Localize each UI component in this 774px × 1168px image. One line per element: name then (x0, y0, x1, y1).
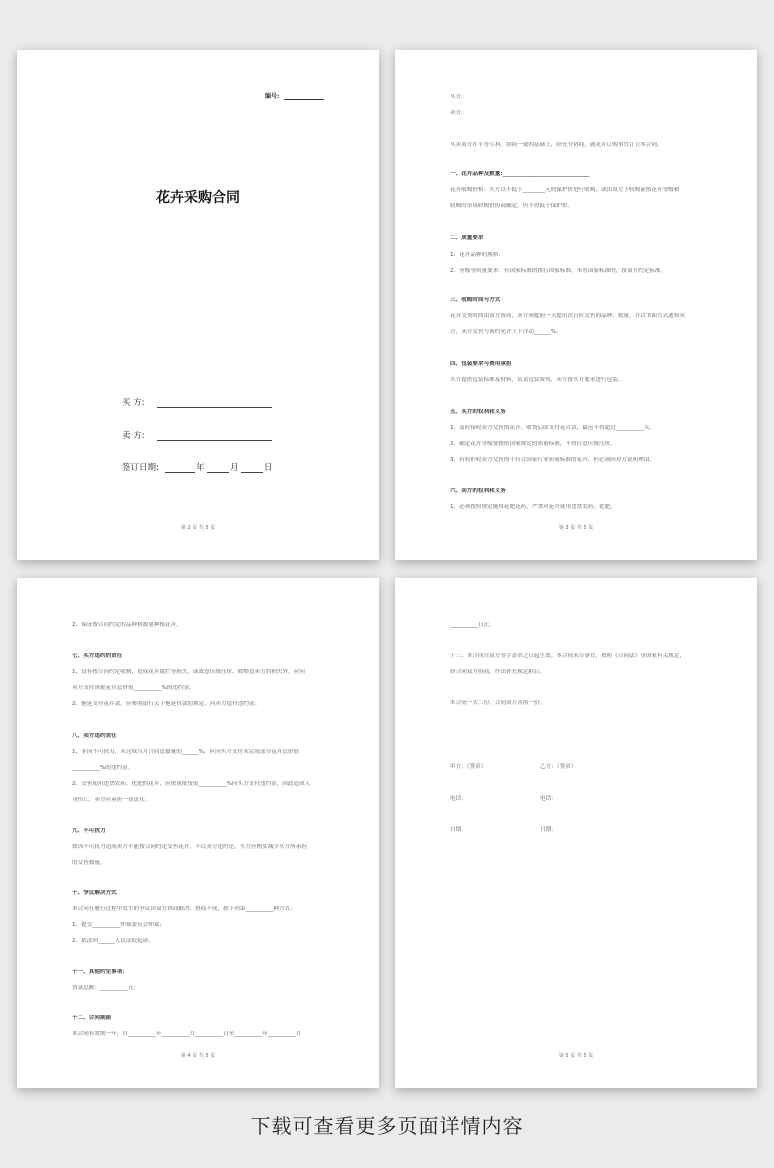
party-a-signature: 甲方：（签章） (450, 764, 487, 770)
contract-text-line: 2、等级等质量要求：有国家标准的执行国家标准，未有国家标准的，按双方约定标准。 (450, 268, 667, 274)
party-b-signature: 乙方：（签章） (540, 764, 577, 770)
section-heading: 四、包装要求与费用承担 (450, 361, 512, 367)
contract-page-2 (395, 50, 757, 560)
contract-page-cover (17, 50, 379, 560)
contract-text-line: 十三、本合同自双方签字盖章之日起生效。本合同未尽事宜，按照《合同法》等国家有关规定， (450, 653, 685, 659)
contract-title: 花卉采购合同 (156, 190, 240, 206)
contract-text-line: 经合同双方协商，作出补充规定附后。 (450, 669, 546, 675)
contract-text-line: 买方: (450, 94, 464, 100)
contract-page-4 (395, 578, 757, 1088)
sign-date-label: 签订日期: (122, 463, 159, 473)
party-a-phone: 电话： (450, 796, 467, 802)
month-label: 月 (230, 463, 239, 473)
contract-text-line: 如因不可抗力造成卖方不能按合同约定交售花卉，不以卖方违约论，买方应酌实减少买方所承担 (72, 844, 307, 850)
contract-text-line: 3、有权拒收卖方交售的不符合国家行业质量标准的花卉，但必须向对方说明理由。 (450, 457, 655, 463)
party-b-date: 日期： (540, 827, 557, 833)
contract-text-line: 1、没有按合同约定收购，造成花卉腐烂等损失，或故意压级压价，除赔偿卖方的损失外，应向 (72, 669, 305, 675)
seller-label: 卖 方: (122, 431, 145, 441)
contract-text-line: 身伤亡，卖方应承担一切责任。 (72, 797, 151, 803)
contract-page-3 (17, 578, 379, 1088)
contract-number-line (284, 99, 324, 100)
contract-text-line: 收购时市场收购价协商确定，但不得低于保护价。 (450, 203, 574, 209)
contract-text-line: 货款总额：__________元： (72, 985, 140, 991)
buyer-line (157, 407, 272, 408)
section-heading: 一、花卉品种及数量:_______________________________ (450, 171, 590, 177)
contract-text-line: 方，卖方交售与预约允许上下浮动______%。 (450, 329, 562, 335)
contract-text-line: 2、拖延支付花卉款，应参照银行关于拖延付款的规定，向卖方偿付违约金。 (72, 701, 261, 707)
contract-text-line: 本合同有效期一年，自__________年__________月__________日至__________年__________月 (72, 1031, 302, 1037)
section-heading: 七、买方违约的责任 (72, 653, 123, 659)
download-caption: 下载可查看更多页面详情内容 (250, 1114, 524, 1138)
contract-text-line: 买方提供包装标准及材料，负责包装费用，卖方按买方要求进行包装。 (450, 377, 624, 383)
contract-text-line: 2、交售使用违禁农药、化肥的花卉，应按该批货值__________%向买方支付违约金，因此造成人 (72, 781, 311, 787)
section-heading: 十二、合同期限 (72, 1015, 112, 1021)
page-footer: 第 5 页 共 5 页 (558, 1053, 594, 1059)
contract-text-line: 1、提交__________仲裁委员会仲裁； (72, 922, 166, 928)
month-line (207, 472, 229, 473)
party-b-phone: 电话： (540, 796, 557, 802)
contract-text-line: 本合同在履行过程中发生的争议由双方协商解决；协商不成，按下列第__________种方式： (72, 906, 296, 912)
contract-text-line: 1、必须按照规定施用花肥花药，严禁对花卉使用违禁农药、化肥。 (450, 504, 616, 510)
page-footer: 第 2 页 共 5 页 (180, 525, 216, 531)
contract-text-line: __________%的违约金。 (72, 765, 134, 771)
contract-text-line: 2、保证按合同约定的品种和数量种植花卉。 (72, 622, 182, 628)
contract-text-line: 的交售数量。 (72, 860, 106, 866)
section-heading: 八、卖方违约责任 (72, 733, 117, 739)
contract-text-line: 1、花卉品种的规格： (450, 252, 504, 258)
section-heading: 九、不可抗力 (72, 828, 106, 834)
contract-text-line: 1、非因不可抗力，未完成当月合同总数量的______%，应向买方支付未完成部分花卉总价值 (72, 749, 300, 755)
year-line (165, 472, 195, 473)
contract-text-line: 卖方: (450, 110, 464, 116)
contract-text-line: 2、确定花卉等级要按照国家规定的质量标准，不得任意压级压价。 (450, 441, 616, 447)
contract-number-label: 编号: (265, 93, 280, 100)
contract-text-line: 本合同一式二份，合同双方各执一份。 (450, 700, 546, 706)
contract-text-line: __________日止。 (450, 622, 495, 628)
buyer-label: 买 方: (122, 398, 145, 408)
day-line (241, 472, 263, 473)
section-heading: 六、卖方的权利和义务 (450, 488, 506, 494)
section-heading: 三、收购时间与方式 (450, 297, 501, 303)
contract-text-line: 1、及时接收卖方交售的花卉，收货后即支付花卉款，最迟不得超过__________天。 (450, 425, 655, 431)
contract-text-line: 花卉交货时间由双方协商，卖方须提前一天提出次日应交售的品种、数量，并以书面方式通知卖 (450, 313, 685, 319)
contract-text-line: 买卖双方在平等互利、协商一致的基础上，经充分协商，就花卉订购事宜订立本合同。 (450, 142, 663, 148)
contract-text-line: 花卉收购价格：买方以不低于________元的保护价进行收购，或由双方于收购前按花卉等级和 (450, 187, 680, 193)
day-label: 日 (264, 463, 273, 473)
year-label: 年 (196, 463, 205, 473)
seller-line (157, 440, 272, 441)
section-heading: 十一、其他约定事项： (72, 969, 128, 975)
section-heading: 二、质量要求 (450, 235, 484, 241)
party-a-date: 日期： (450, 827, 467, 833)
page-footer: 第 4 页 共 5 页 (180, 1053, 216, 1059)
contract-text-line: 2、依法向______人民法院起诉。 (72, 938, 154, 944)
section-heading: 五、买方的权利和义务 (450, 409, 506, 415)
contract-text-line: 卖方支付该批花卉总价值__________%的违约金。 (72, 685, 195, 691)
page-footer: 第 3 页 共 5 页 (558, 525, 594, 531)
section-heading: 十、争议解决方式 (72, 890, 117, 896)
